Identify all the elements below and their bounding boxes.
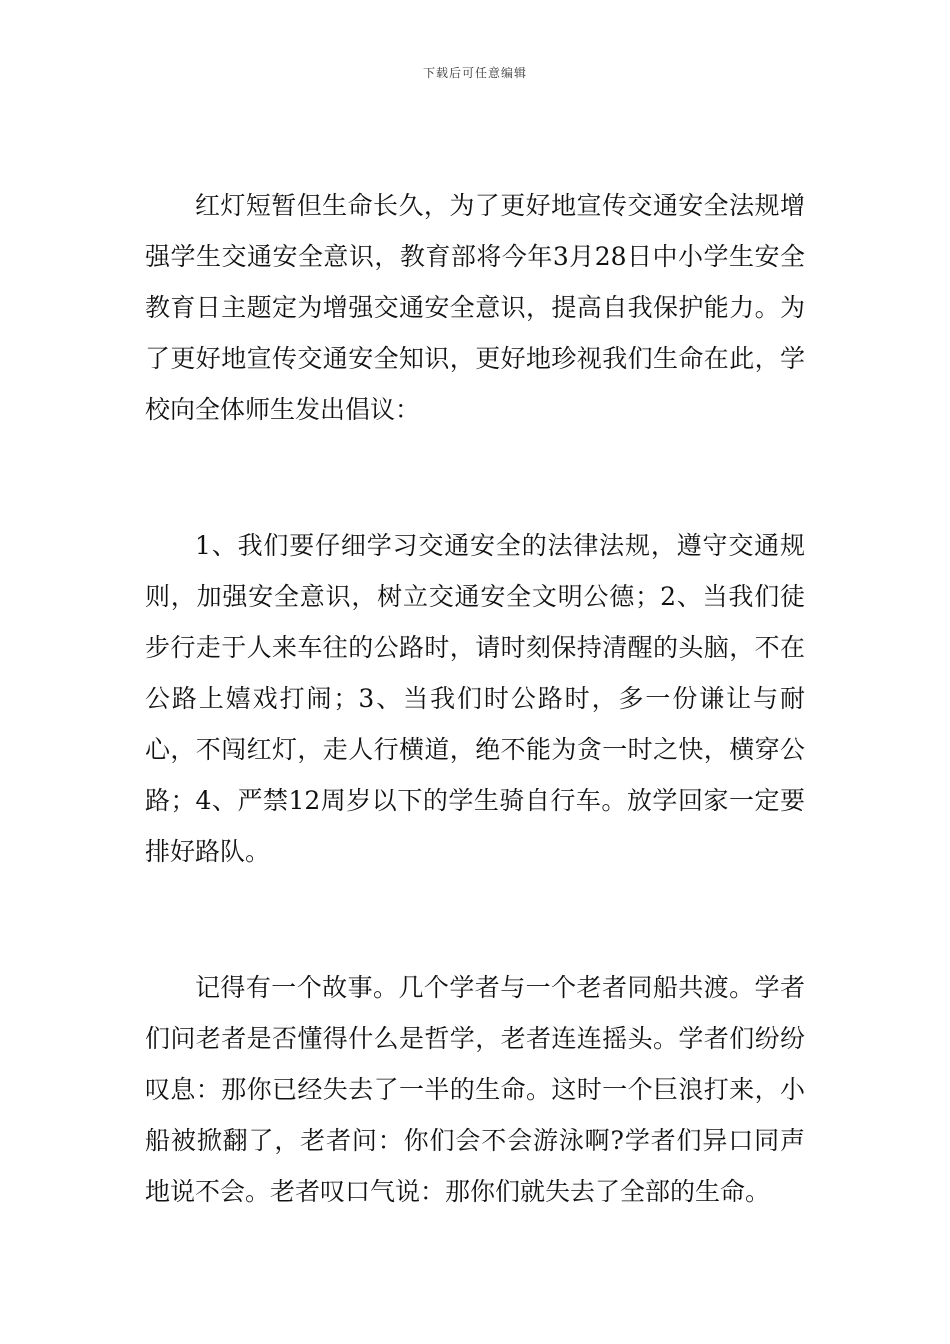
page-header-note: 下载后可任意编辑	[422, 66, 527, 80]
document-body	[145, 180, 805, 1217]
paragraph-story: 记得有一个故事。几个学者与一个老者同船共渡。学者们问老者是否懂得什么是哲学，老者连连摇头。学者们纷纷叹息：那你已经失去了一半的生命。这时一个巨浪打来，小船被掀翻了，老者问：你们会不会游泳啊?学者们异口同声地说不会。老者叹口气说：那你们就失去了全部的生命。	[145, 973, 805, 1206]
paragraph-intro: 红灯短暂但生命长久，为了更好地宣传交通安全法规增强学生交通安全意识，教育部将今年3月28日中小学生安全教育日主题定为增强交通安全意识，提高自我保护能力。为了更好地宣传交通安全知识，更好地珍视我们生命在此，学校向全体师生发出倡议：	[145, 191, 805, 424]
paragraph-proposals: 1、我们要仔细学习交通安全的法律法规，遵守交通规则，加强安全意识，树立交通安全文明公德；2、当我们徒步行走于人来车往的公路时，请时刻保持清醒的头脑，不在公路上嬉戏打闹；3、当我们时公路时，多一份谦让与耐心，不闯红灯，走人行横道，绝不能为贪一时之快，横穿公路；4、严禁12周岁以下的学生骑自行车。放学回家一定要排好路队。	[145, 531, 805, 866]
